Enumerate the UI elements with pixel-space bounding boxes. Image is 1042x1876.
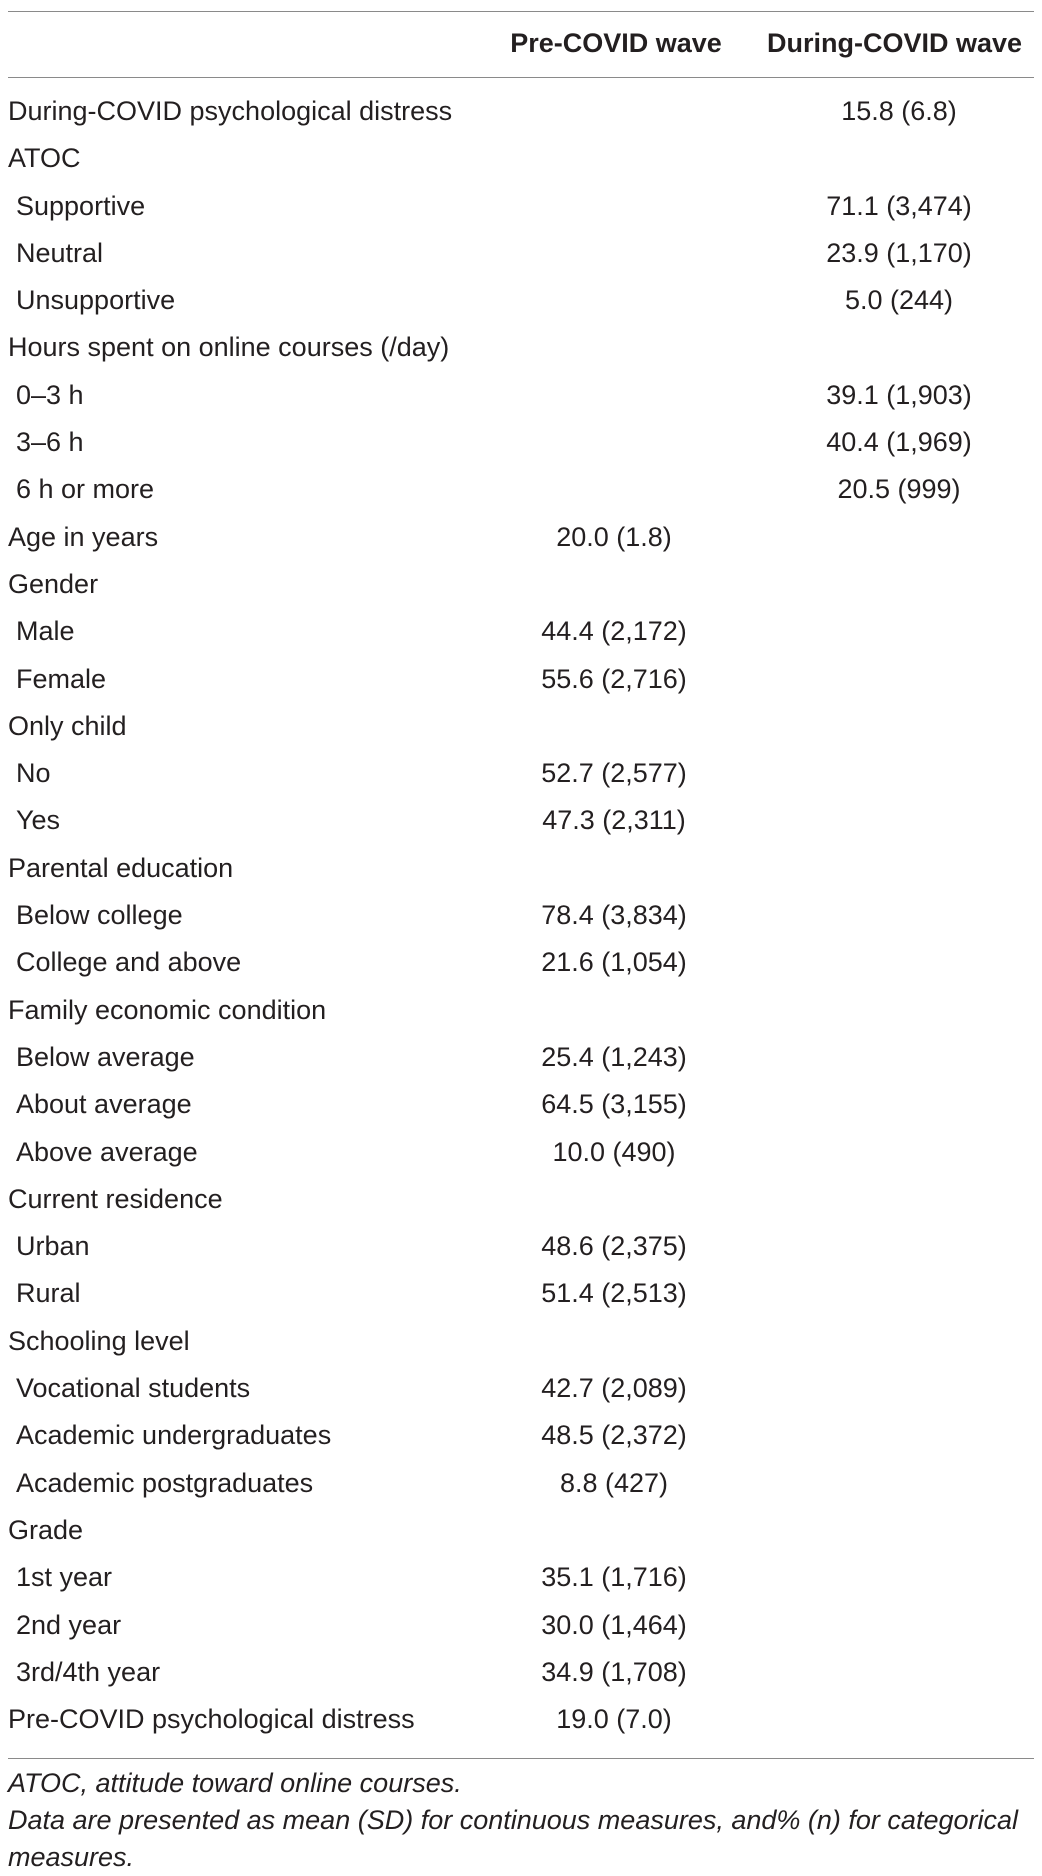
row-label: 6 h or more	[16, 474, 155, 505]
table-row	[0, 518, 1042, 565]
cell-during-covid: 5.0 (244)	[844, 285, 954, 316]
cell-pre-covid: 10.0 (490)	[552, 1136, 676, 1167]
row-label: Grade	[8, 1514, 84, 1545]
cell-pre-covid: 48.6 (2,375)	[541, 1231, 687, 1262]
header-pre-covid-wave: Pre-COVID wave	[510, 28, 722, 58]
row-label: Vocational students	[16, 1373, 251, 1404]
row-label: Above average	[16, 1136, 198, 1167]
footnote-abbreviation: ATOC, attitude toward online courses.	[8, 1768, 462, 1798]
cell-pre-covid: 51.4 (2,513)	[541, 1278, 687, 1309]
cell-during-covid: 40.4 (1,969)	[826, 427, 972, 458]
row-label: Current residence	[8, 1183, 223, 1214]
row-label: ATOC	[8, 143, 81, 174]
row-label: Family economic condition	[8, 994, 327, 1025]
row-label: 3rd/4th year	[16, 1656, 161, 1687]
table-footnotes	[8, 1765, 1034, 1876]
row-label: Age in years	[8, 521, 159, 552]
table-subrow	[0, 612, 1042, 659]
header-rule	[8, 77, 1034, 78]
row-label: Male	[16, 616, 75, 647]
row-label: 3–6 h	[16, 427, 84, 458]
table-subrow	[0, 1558, 1042, 1605]
cell-pre-covid: 25.4 (1,243)	[541, 1041, 687, 1072]
cell-pre-covid: 30.0 (1,464)	[541, 1609, 687, 1640]
table-row	[0, 1180, 1042, 1227]
cell-during-covid: 15.8 (6.8)	[841, 96, 957, 126]
row-label: Neutral	[16, 237, 104, 268]
row-label: Below college	[16, 900, 183, 931]
cell-during-covid: 23.9 (1,170)	[826, 237, 972, 268]
table-row	[0, 707, 1042, 754]
table-subrow	[0, 801, 1042, 848]
cell-pre-covid: 55.6 (2,716)	[541, 663, 687, 694]
table-subrow	[0, 1038, 1042, 1085]
cell-pre-covid: 42.7 (2,089)	[541, 1373, 687, 1404]
row-label: Gender	[8, 568, 99, 599]
cell-during-covid: 20.5 (999)	[837, 474, 961, 505]
table-subrow	[0, 1133, 1042, 1180]
row-label: Parental education	[8, 852, 234, 883]
table-subrow	[0, 1369, 1042, 1416]
table-row	[0, 92, 1042, 139]
cell-pre-covid: 34.9 (1,708)	[541, 1656, 687, 1687]
cell-pre-covid: 64.5 (3,155)	[541, 1089, 687, 1120]
cell-pre-covid: 44.4 (2,172)	[541, 616, 687, 647]
table-row	[0, 849, 1042, 896]
row-label: Female	[16, 663, 107, 694]
table-subrow	[0, 754, 1042, 801]
cell-pre-covid: 78.4 (3,834)	[541, 900, 687, 931]
table-subrow	[0, 423, 1042, 470]
row-label: 0–3 h	[16, 379, 84, 410]
table-subrow	[0, 281, 1042, 328]
cell-pre-covid: 21.6 (1,054)	[541, 947, 687, 978]
table-subrow	[0, 943, 1042, 990]
table-subrow	[0, 1416, 1042, 1463]
row-label: Hours spent on online courses (/day)	[8, 332, 450, 363]
cell-pre-covid: 48.5 (2,372)	[541, 1420, 687, 1451]
table-subrow	[0, 1606, 1042, 1653]
row-label: Pre-COVID psychological distress	[8, 1704, 415, 1735]
row-label: 2nd year	[16, 1609, 122, 1640]
table-row	[0, 328, 1042, 375]
table-subrow	[0, 187, 1042, 234]
row-label: Urban	[16, 1231, 90, 1262]
cell-pre-covid: 20.0 (1.8)	[556, 521, 672, 552]
row-label: Academic undergraduates	[16, 1420, 332, 1451]
table-row	[0, 1322, 1042, 1369]
row-label: Supportive	[16, 190, 146, 221]
row-label: Below average	[16, 1041, 195, 1072]
row-label: College and above	[16, 947, 242, 978]
table-subrow	[0, 234, 1042, 281]
table-bottom-rule	[8, 1758, 1034, 1759]
table-subrow	[0, 660, 1042, 707]
table-subrow	[0, 1464, 1042, 1511]
cell-during-covid: 39.1 (1,903)	[826, 379, 972, 410]
table-subrow	[0, 470, 1042, 517]
header-during-covid-wave: During-COVID wave	[766, 28, 1023, 58]
row-label: 1st year	[16, 1562, 113, 1593]
row-label: Rural	[16, 1278, 81, 1309]
row-label: Unsupportive	[16, 285, 176, 316]
table-subrow	[0, 1227, 1042, 1274]
row-label: Yes	[16, 805, 61, 836]
table-row	[0, 565, 1042, 612]
table-top-rule	[8, 11, 1034, 12]
cell-pre-covid: 19.0 (7.0)	[556, 1704, 672, 1735]
table-row	[0, 991, 1042, 1038]
row-label: About average	[16, 1089, 192, 1120]
cell-during-covid: 71.1 (3,474)	[826, 190, 972, 221]
row-label: Only child	[8, 710, 127, 741]
table-subrow	[0, 1085, 1042, 1132]
footnote-data-note: Data are presented as mean (SD) for continuous measures, and% (n) for categorical measures.	[8, 1805, 1018, 1872]
table-subrow	[0, 1274, 1042, 1321]
table-subrow	[0, 896, 1042, 943]
table-subrow	[0, 1653, 1042, 1700]
cell-pre-covid: 35.1 (1,716)	[541, 1562, 687, 1593]
table-row	[0, 1700, 1042, 1747]
table-body	[0, 92, 1042, 1747]
table-subrow	[0, 376, 1042, 423]
table-row	[0, 1511, 1042, 1558]
row-label: Academic postgraduates	[16, 1467, 314, 1498]
row-label: No	[16, 758, 51, 789]
row-label: During-COVID psychological distress	[8, 96, 453, 126]
cell-pre-covid: 8.8 (427)	[559, 1467, 669, 1498]
row-label: Schooling level	[8, 1325, 190, 1356]
table-row	[0, 139, 1042, 186]
cell-pre-covid: 47.3 (2,311)	[542, 805, 686, 836]
cell-pre-covid: 52.7 (2,577)	[541, 758, 687, 789]
